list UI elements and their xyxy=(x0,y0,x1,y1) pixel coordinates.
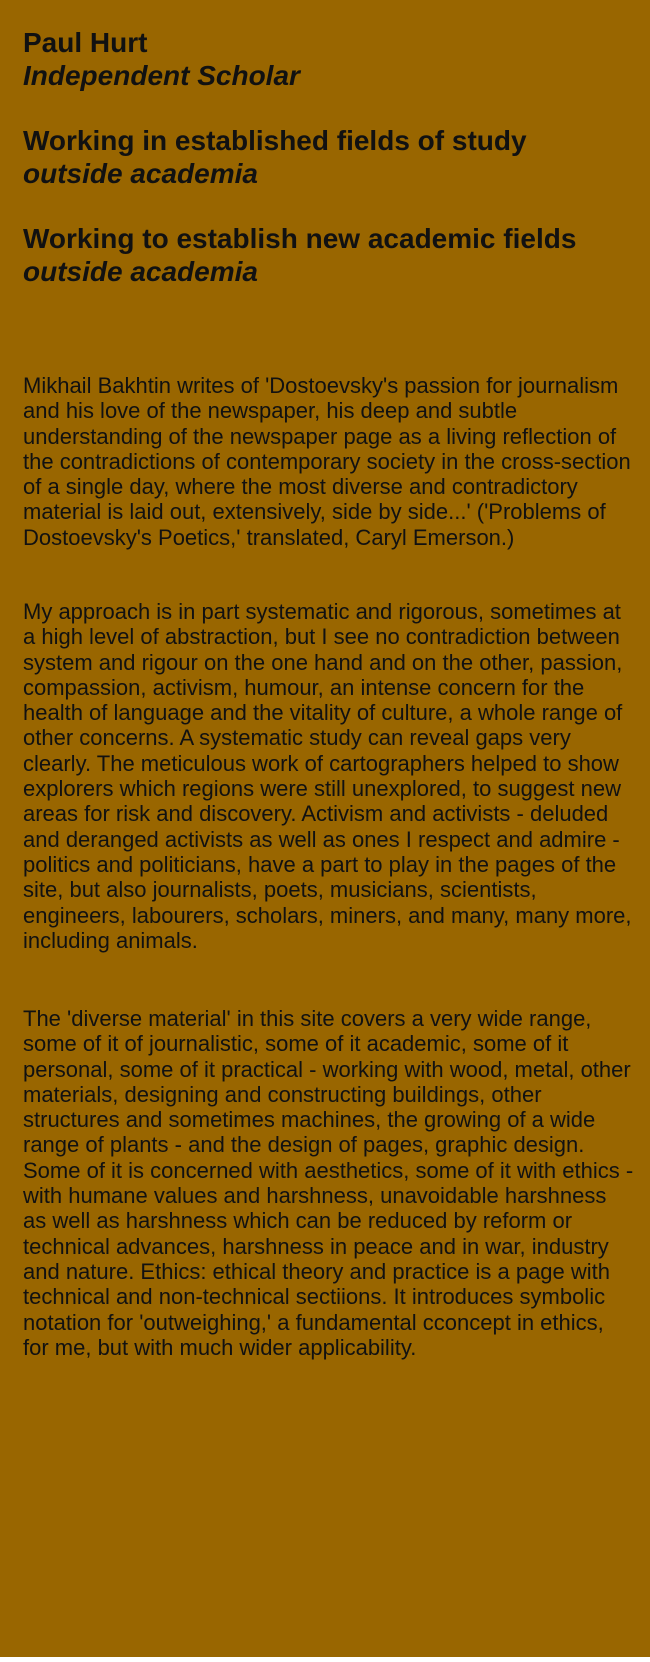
paragraph-diverse-material: The 'diverse material' in this site covers a very wide range, some of it of journalistic, some of it academic, some of it personal, some of it practical - working with wood, metal, other materials, designing and constructing buildings, other structures and sometimes machines, the growing of a wide range of plants - and the design of pages, graphic design. Some of it is concerned with aesthetics, some of it with ethics - with humane values and harshness, unavoidable harshness as well as harshness which can be reduced by reform or technical advances, harshness in peace and in war, industry and nature. Ethics: ethical theory and practice is a page with technical and non-technical sectiions. It introduces symbolic notation for 'outweighing,' a fundamental cconcept in ethics, for me, but with much wider applicability. xyxy=(23,1006,634,1360)
tagline-established-sub: outside academia xyxy=(23,158,258,189)
author-name: Paul Hurt xyxy=(23,27,148,58)
paragraph-bakhtin-quote: Mikhail Bakhtin writes of 'Dostoevsky's passion for journalism and his love of the newspaper, his deep and subtle understanding of the newspaper page as a living reflection of the contradictions of contemporary society in the cross-section of a single day, where the most diverse and contradictory material is laid out, extensively, side by side...' ('Problems of Dostoevsky's Poetics,' translated, Caryl Emerson.) xyxy=(23,373,631,550)
author-role: Independent Scholar xyxy=(23,60,300,91)
header xyxy=(23,26,633,288)
tagline-new-fields-sub: outside academia xyxy=(23,256,258,287)
tagline-new-fields: Working to establish new academic fields xyxy=(23,223,577,254)
paragraph-approach: My approach is in part systematic and rigorous, sometimes at a high level of abstraction, but I see no contradiction between system and rigour on the one hand and on the other, passion, compassion, activism, humour, an intense concern for the health of language and the vitality of culture, a whole range of other concerns. A systematic study can reveal gaps very clearly. The meticulous work of cartographers helped to show explorers which regions were still unexplored, to suggest new areas for risk and discovery. Activism and activists - deluded and deranged activists as well as ones I respect and admire - politics and politicians, have a part to play in the pages of the site, but also journalists, poets, musicians, scientists, engineers, labourers, scholars, miners, and many, many more, including animals. xyxy=(23,599,632,953)
tagline-established: Working in established fields of study xyxy=(23,125,527,156)
